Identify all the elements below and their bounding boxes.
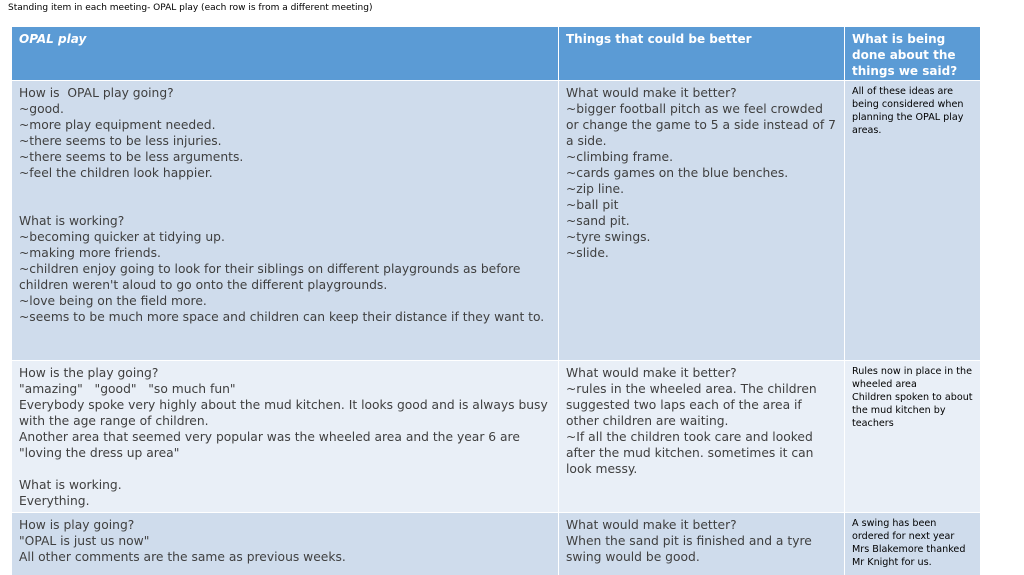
header-being-done: What is being done about the things we said?	[845, 27, 980, 80]
row-1-opal-play: How is OPAL play going? ~good. ~more play equipment needed. ~there seems to be less injuries. ~there seems to be less arguments. ~feel the children look happier. What is working? ~becoming quicker at tidying up. ~making more friends. ~children enjoy going to look for their siblings on different playgrounds as before children weren't aloud to go onto the different playgrounds. ~love being on the field more. ~seems to be much more space and children can keep their distance if they want to.	[12, 81, 558, 360]
row-2-opal-play: How is the play going? "amazing" "good" "so much fun" Everybody spoke very highly about the mud kitchen. It looks good and is always busy with the age range of children. Another area that seemed very popular was the wheeled area and the year 6 are "loving the dress up area" What is working. Everything.	[12, 361, 558, 512]
row-1-things-better: What would make it better? ~bigger football pitch as we feel crowded or change the game to 5 a side instead of 7 a side. ~climbing frame. ~cards games on the blue benches. ~zip line. ~ball pit ~sand pit. ~tyre swings. ~slide.	[559, 81, 844, 360]
page-caption: Standing item in each meeting- OPAL play (each row is from a different meeting)	[8, 3, 373, 13]
row-3-things-better: What would make it better? When the sand pit is finished and a tyre swing would be good.	[559, 513, 844, 575]
header-things-better: Things that could be better	[559, 27, 844, 80]
row-3-opal-play: How is play going? "OPAL is just us now" All other comments are the same as previous weeks.	[12, 513, 558, 575]
header-opal-play: OPAL play	[12, 27, 558, 80]
row-3-being-done: A swing has been ordered for next year Mrs Blakemore thanked Mr Knight for us.	[845, 513, 980, 575]
opal-play-table	[12, 27, 978, 575]
row-2-things-better: What would make it better? ~rules in the wheeled area. The children suggested two laps each of the area if other children are waiting. ~If all the children took care and looked after the mud kitchen. sometimes it can look messy.	[559, 361, 844, 512]
row-2-being-done: Rules now in place in the wheeled area Children spoken to about the mud kitchen by teachers	[845, 361, 980, 512]
row-1-being-done: All of these ideas are being considered when planning the OPAL play areas.	[845, 81, 980, 360]
